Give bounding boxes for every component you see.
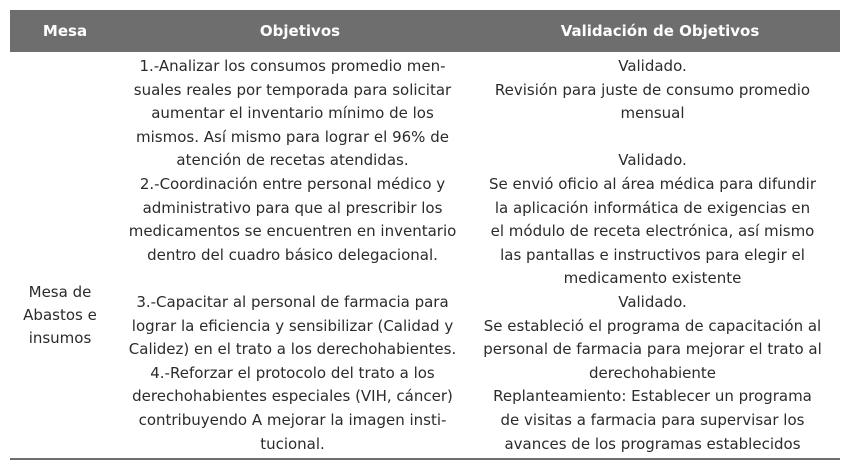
mesa-line: insumos [28, 329, 92, 347]
objetivo-line: 1.-Analizar los consumos promedio men- [139, 57, 446, 75]
mesa-line: Abastos e [23, 306, 97, 324]
validacion-line: Se envió oficio al área médica para difundir [489, 174, 816, 193]
validacion-line: mensual [620, 104, 685, 123]
objetivo-line: 3.-Capacitar al personal de farmacia para [136, 292, 449, 311]
header-mesa: Mesa [42, 22, 88, 40]
validacion-line: personal de farmacia para mejorar el trato al [483, 340, 822, 359]
validacion-4 [475, 385, 830, 456]
mesa-line: Mesa de [28, 283, 92, 301]
objetivo-line: Calidez) en el trato a los derechohabientes. [128, 340, 457, 359]
validacion-2 [475, 149, 830, 291]
objetivo-line: dentro del cuadro básico delegacional. [147, 245, 438, 264]
objetivo-line: atención de recetas atendidas. [176, 151, 409, 170]
mesa-cell [10, 281, 110, 350]
validacion-3 [475, 291, 830, 385]
validacion-1 [475, 55, 830, 126]
validacion-line: las pantallas e instructivos para elegir el [500, 245, 805, 264]
validacion-line: Validado. [618, 151, 687, 170]
validacion-line: de visitas a farmacia para supervisar los [500, 410, 805, 429]
spacer [475, 126, 830, 150]
validacion-line: Replanteamiento: Establecer un programa [493, 387, 812, 406]
objetivo-line: administrativo para que al prescribir los [142, 198, 443, 217]
objetivo-line: suales reales por temporada para solicitar [133, 80, 452, 99]
objetivo-line: 2.-Coordinación entre personal médico y [139, 174, 446, 193]
validacion-line: Se estableció el programa de capacitación al [483, 316, 822, 335]
objetivo-4 [120, 362, 465, 456]
validacion-line: derechohabiente [589, 363, 716, 382]
table-bottom-rule [10, 458, 840, 460]
table-header [10, 10, 840, 52]
objetivo-line: medicamentos se encuentren en inventario [128, 222, 457, 241]
objetivo-line: contribuyendo A mejorar la imagen insti- [138, 410, 447, 429]
validacion-line: Revisión para juste de consumo promedio [494, 80, 811, 99]
objetivo-line: derechohabientes especiales (VIH, cáncer) [132, 387, 453, 406]
header-objetivos: Objetivos [259, 22, 341, 40]
objetivo-3 [120, 291, 465, 362]
objetivo-line: 4.-Reforzar el protocolo del trato a los [150, 363, 435, 382]
objetivo-line: tucional. [260, 434, 325, 453]
validacion-line: la aplicación informática de exigencias en [494, 198, 811, 217]
spacer [120, 267, 465, 291]
objetivo-line: aumentar el inventario mínimo de los [151, 104, 434, 123]
header-validacion: Validación de Objetivos [560, 22, 760, 40]
validacion-cell [475, 55, 830, 456]
validacion-line: avances de los programas establecidos [504, 434, 801, 453]
validacion-line: Validado. [618, 292, 687, 311]
objetivo-1 [120, 55, 465, 173]
objetivo-line: mismos. Así mismo para lograr el 96% de [136, 127, 449, 146]
validacion-line: el módulo de receta electrónica, así mismo [490, 222, 815, 241]
validacion-line: medicamento existente [563, 269, 742, 288]
objetivos-cell [120, 55, 465, 456]
objetivo-2 [120, 173, 465, 267]
validacion-line: Validado. [618, 57, 687, 75]
objetivo-line: lograr la eficiencia y sensibilizar (Calidad y [131, 316, 454, 335]
